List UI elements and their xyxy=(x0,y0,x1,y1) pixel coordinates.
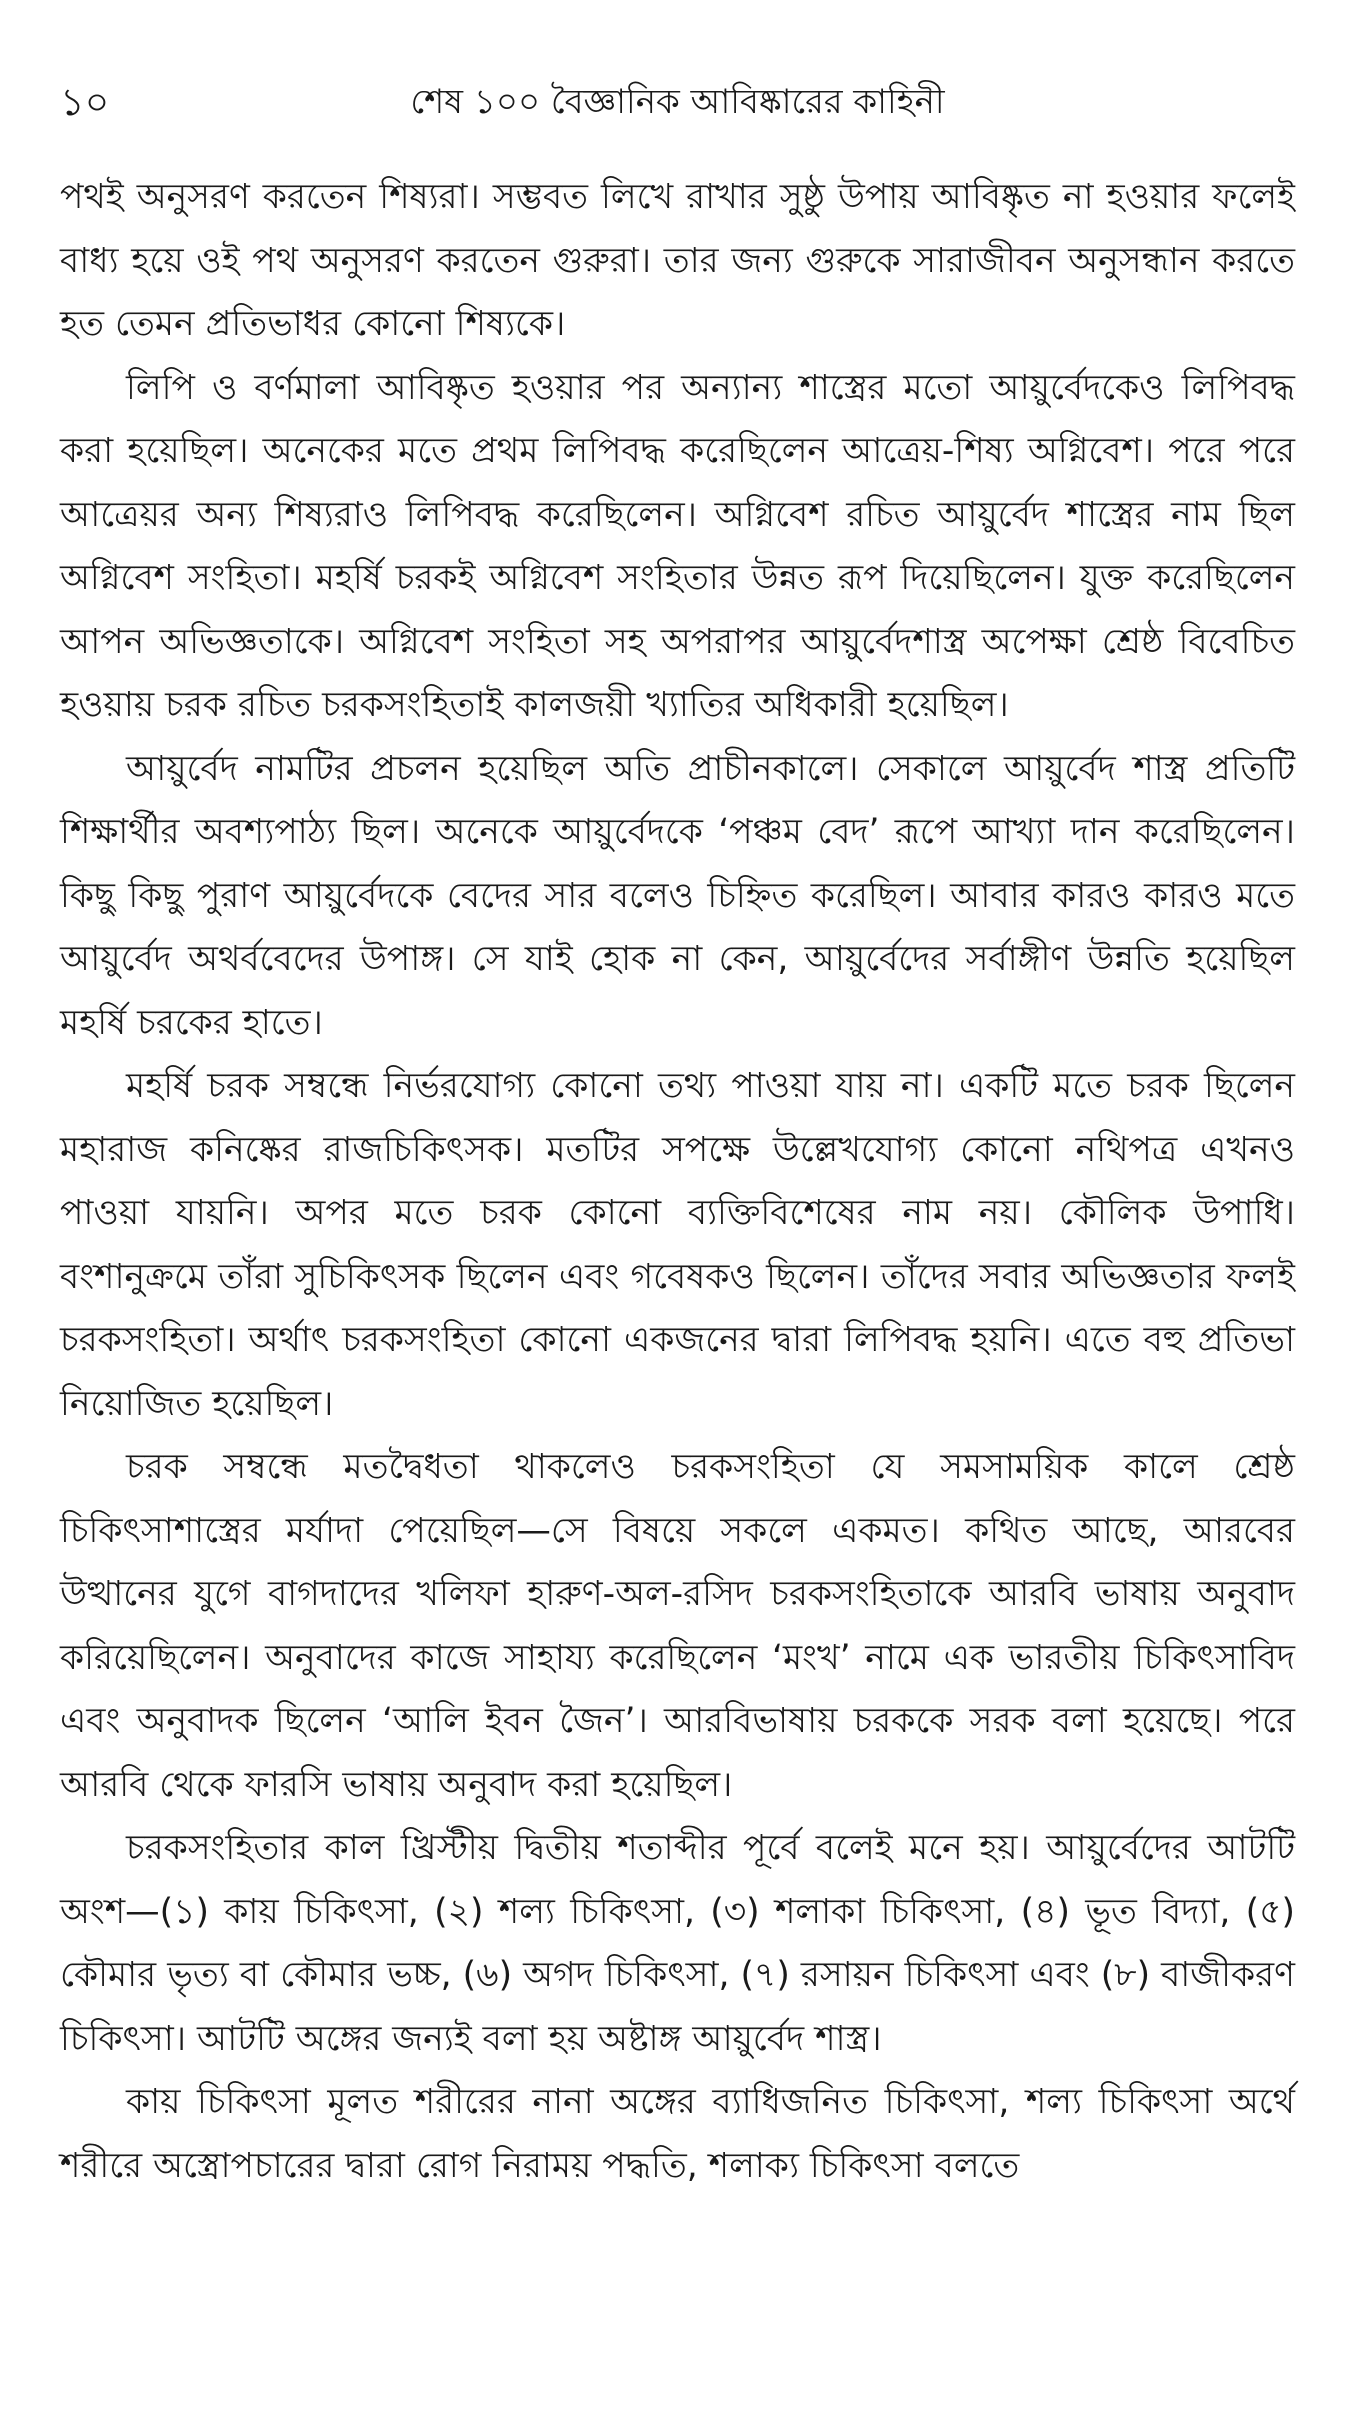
running-title: শেষ ১০০ বৈজ্ঞানিক আবিষ্কারের কাহিনী xyxy=(410,82,945,122)
paragraph: কায় চিকিৎসা মূলত শরীরের নানা অঙ্গের ব্যাধিজনিত চিকিৎসা, শল্য চিকিৎসা অর্থে শরীরে অস্ত্রোপচারের দ্বারা রোগ নিরাময় পদ্ধতি, শলাক্য চিকিৎসা বলতে xyxy=(60,2082,1295,2186)
paragraph: আয়ুর্বেদ নামটির প্রচলন হয়েছিল অতি প্রাচীনকালে। সেকালে আয়ুর্বেদ শাস্ত্র প্রতিটি শিক্ষার্থীর অবশ্যপাঠ্য ছিল। অনেকে আয়ুর্বেদকে ‘পঞ্চম বেদ’ রূপে আখ্যা দান করেছিলেন। কিছু কিছু পুরাণ আয়ুর্বেদকে বেদের সার বলেও চিহ্নিত করেছিল। আবার কারও কারও মতে আয়ুর্বেদ অথর্ববেদের উপাঙ্গ। সে যাই হোক না কেন, আয়ুর্বেদের সর্বাঙ্গীণ উন্নতি হয়েছিল মহর্ষি চরকের হাতে। xyxy=(60,748,1295,1043)
body-text xyxy=(60,166,1295,2198)
paragraph: মহর্ষি চরক সম্বন্ধে নির্ভরযোগ্য কোনো তথ্য পাওয়া যায় না। একটি মতে চরক ছিলেন মহারাজ কনিষ্কের রাজচিকিৎসক। মতটির সপক্ষে উল্লেখযোগ্য কোনো নথিপত্র এখনও পাওয়া যায়নি। অপর মতে চরক কোনো ব্যক্তিবিশেষের নাম নয়। কৌলিক উপাধি। বংশানুক্রমে তাঁরা সুচিকিৎসক ছিলেন এবং গবেষকও ছিলেন। তাঁদের সবার অভিজ্ঞতার ফলই চরকসংহিতা। অর্থাৎ চরকসংহিতা কোনো একজনের দ্বারা লিপিবদ্ধ হয়নি। এতে বহু প্রতিভা নিয়োজিত হয়েছিল। xyxy=(60,1066,1295,1424)
paragraph: চরকসংহিতার কাল খ্রিস্টীয় দ্বিতীয় শতাব্দীর পূর্বে বলেই মনে হয়। আয়ুর্বেদের আটটি অংশ—(১) কায় চিকিৎসা, (২) শল্য চিকিৎসা, (৩) শলাকা চিকিৎসা, (৪) ভূত বিদ্যা, (৫) কৌমার ভৃত্য বা কৌমার ভচ্চ, (৬) অগদ চিকিৎসা, (৭) রসায়ন চিকিৎসা এবং (৮) বাজীকরণ চিকিৎসা। আটটি অঙ্গের জন্যই বলা হয় অষ্টাঙ্গ আয়ুর্বেদ শাস্ত্র। xyxy=(60,1828,1295,2059)
paragraph: চরক সম্বন্ধে মতদ্বৈধতা থাকলেও চরকসংহিতা যে সমসাময়িক কালে শ্রেষ্ঠ চিকিৎসাশাস্ত্রের মর্যাদা পেয়েছিল—সে বিষয়ে সকলে একমত। কথিত আছে, আরবের উত্থানের যুগে বাগদাদের খলিফা হারুণ-অল-রসিদ চরকসংহিতাকে আরবি ভাষায় অনুবাদ করিয়েছিলেন। অনুবাদের কাজে সাহায্য করেছিলেন ‘মংখ’ নামে এক ভারতীয় চিকিৎসাবিদ এবং অনুবাদক ছিলেন ‘আলি ইবন জৈন’। আরবিভাষায় চরককে সরক বলা হয়েছে। পরে আরবি থেকে ফারসি ভাষায় অনুবাদ করা হয়েছিল। xyxy=(60,1447,1295,1805)
running-header xyxy=(60,72,1295,132)
paragraph: পথই অনুসরণ করতেন শিষ্যরা। সম্ভবত লিখে রাখার সুষ্ঠু উপায় আবিষ্কৃত না হওয়ার ফলেই বাধ্য হয়ে ওই পথ অনুসরণ করতেন গুরুরা। তার জন্য গুরুকে সারাজীবন অনুসন্ধান করতে হত তেমন প্রতিভাধর কোনো শিষ্যকে। xyxy=(60,177,1295,344)
paragraph: লিপি ও বর্ণমালা আবিষ্কৃত হওয়ার পর অন্যান্য শাস্ত্রের মতো আয়ুর্বেদকেও লিপিবদ্ধ করা হয়েছিল। অনেকের মতে প্রথম লিপিবদ্ধ করেছিলেন আত্রেয়-শিষ্য অগ্নিবেশ। পরে পরে আত্রেয়র অন্য শিষ্যরাও লিপিবদ্ধ করেছিলেন। অগ্নিবেশ রচিত আয়ুর্বেদ শাস্ত্রের নাম ছিল অগ্নিবেশ সংহিতা। মহর্ষি চরকই অগ্নিবেশ সংহিতার উন্নত রূপ দিয়েছিলেন। যুক্ত করেছিলেন আপন অভিজ্ঞতাকে। অগ্নিবেশ সংহিতা সহ অপরাপর আয়ুর্বেদশাস্ত্র অপেক্ষা শ্রেষ্ঠ বিবেচিত হওয়ায় চরক রচিত চরকসংহিতাই কালজয়ী খ্যাতির অধিকারী হয়েছিল। xyxy=(60,367,1295,725)
page-number: ১০ xyxy=(60,80,110,124)
